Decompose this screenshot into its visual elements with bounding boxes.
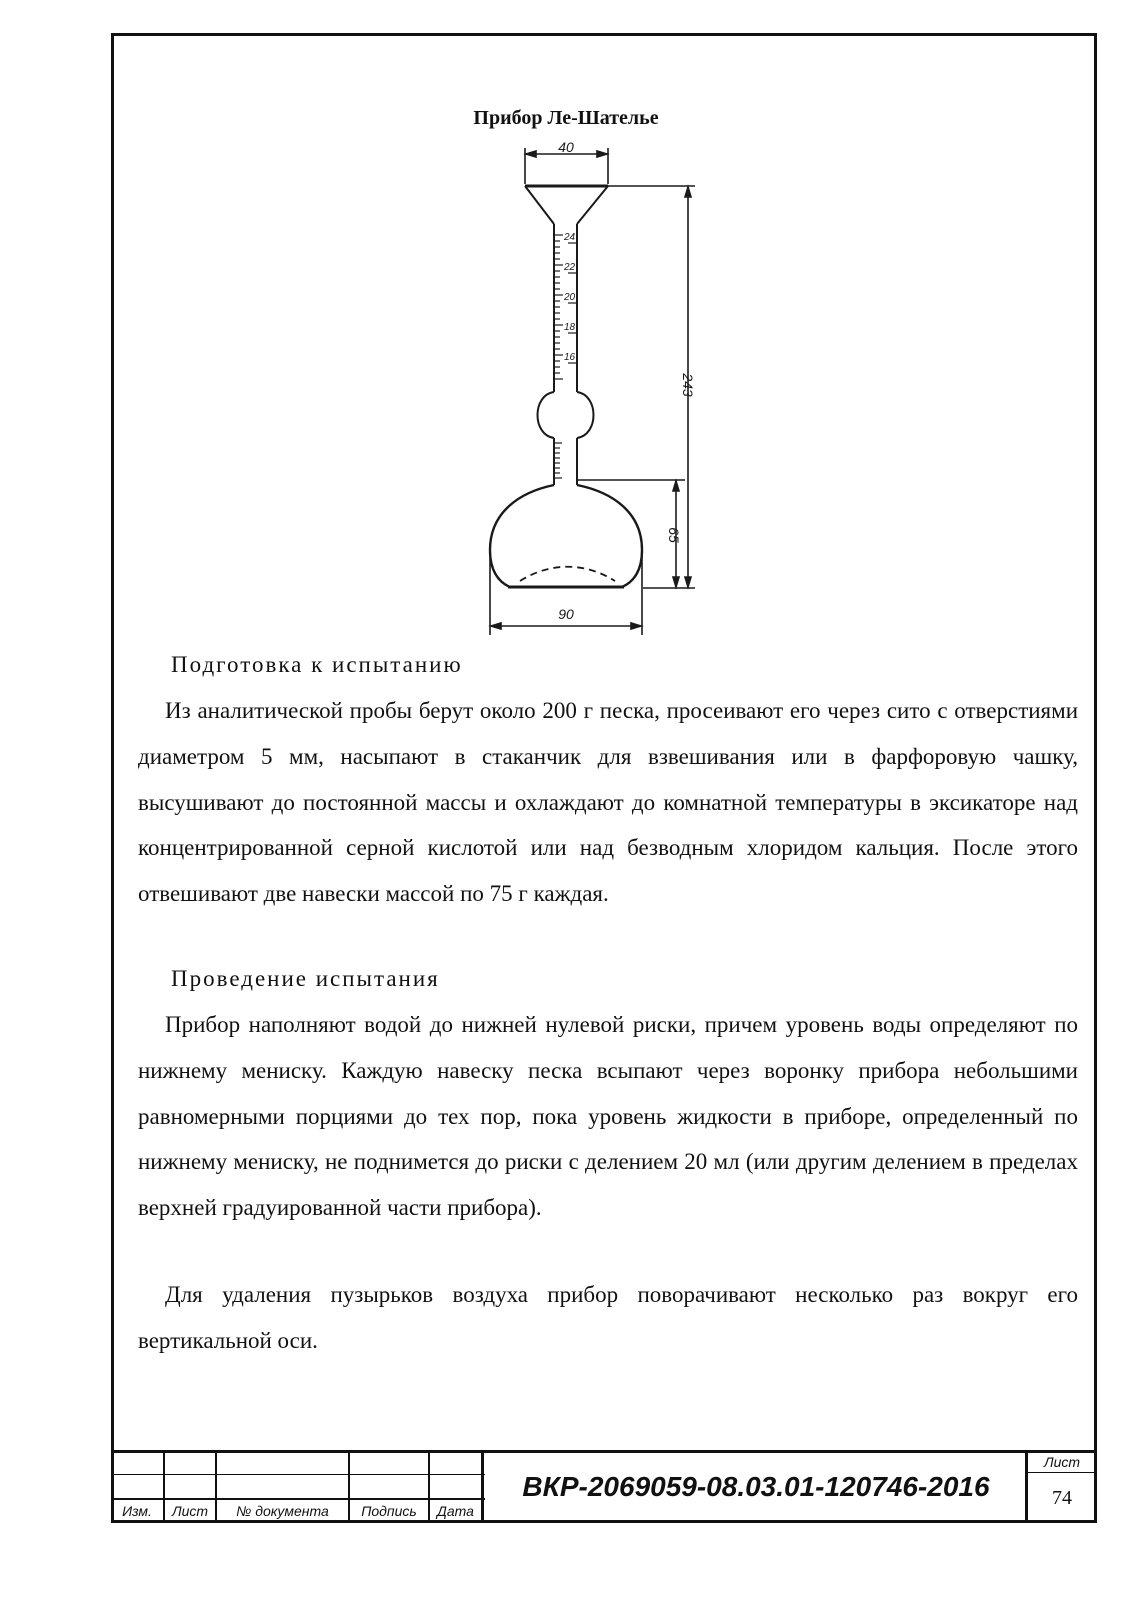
lower-neck-ticks bbox=[554, 443, 562, 478]
dimension-top-label: 40 bbox=[558, 140, 574, 155]
document-number: ВКР-2069059-08.03.01-120746-2016 bbox=[522, 1471, 990, 1502]
column-label-sheet: Лист bbox=[171, 1503, 209, 1519]
scale-number: 20 bbox=[564, 292, 576, 303]
column-label-document: № документа bbox=[236, 1503, 329, 1519]
funnel bbox=[525, 186, 608, 224]
paragraph-procedure-1: Прибор наполняют водой до нижней нулевой риски, причем уровень воды определяют по нижнему мениску. Каждую навеску песка всыпают через воронку прибора небольшими равномерными порциями до тех пор, пока уровень жидкости в приборе, определенный по нижнему мениску, не поднимется до риски с делением 20 мл (или другим делением в пределах верхней градуированной части прибора). bbox=[138, 1012, 1078, 1221]
sheet-number: 74 bbox=[1052, 1487, 1072, 1509]
title-block bbox=[111, 1450, 1097, 1523]
section-heading-procedure: Проведение испытания bbox=[171, 966, 440, 991]
scale-number: 16 bbox=[564, 352, 576, 363]
column-label-revision: Изм. bbox=[122, 1503, 152, 1519]
dimension-bottom-label: 90 bbox=[558, 606, 574, 622]
scale-number: 18 bbox=[564, 322, 576, 333]
dimension-height-flask-label: 65 bbox=[666, 527, 682, 543]
sheet-label: Лист bbox=[1043, 1454, 1081, 1470]
middle-bulb bbox=[538, 392, 594, 438]
le-chatelier-flask-drawing bbox=[480, 140, 720, 650]
paragraph-procedure-2: Для удаления пузырьков воздуха прибор поворачивают несколько раз вокруг его вертикальной оси. bbox=[138, 1282, 1078, 1353]
scale-number: 24 bbox=[564, 232, 576, 243]
column-label-date: Дата bbox=[437, 1503, 474, 1519]
section-heading-preparation: Подготовка к испытанию bbox=[171, 652, 463, 677]
flask-body bbox=[490, 485, 642, 587]
column-label-signature: Подпись bbox=[361, 1503, 417, 1519]
scale-numbers bbox=[563, 232, 576, 363]
paragraph-preparation: Из аналитической пробы берут около 200 г песка, просеивают его через сито с отверстиями диаметром 5 мм, насыпают в стаканчик для взвешивания или в фарфоровую чашку, высушивают до постоянной массы и охлаждают до комнатной температуры в эксикаторе над концентрированной серной кислотой или над безводным хлоридом кальция. После этого отвешивают две навески массой по 75 г каждая. bbox=[138, 698, 1078, 907]
scale-number: 22 bbox=[564, 262, 576, 273]
figure-title: Прибор Ле-Шателье bbox=[473, 107, 659, 129]
dimension-height-total-label: 243 bbox=[680, 373, 696, 397]
dimension-top bbox=[525, 140, 608, 184]
dimension-bottom bbox=[490, 552, 642, 635]
